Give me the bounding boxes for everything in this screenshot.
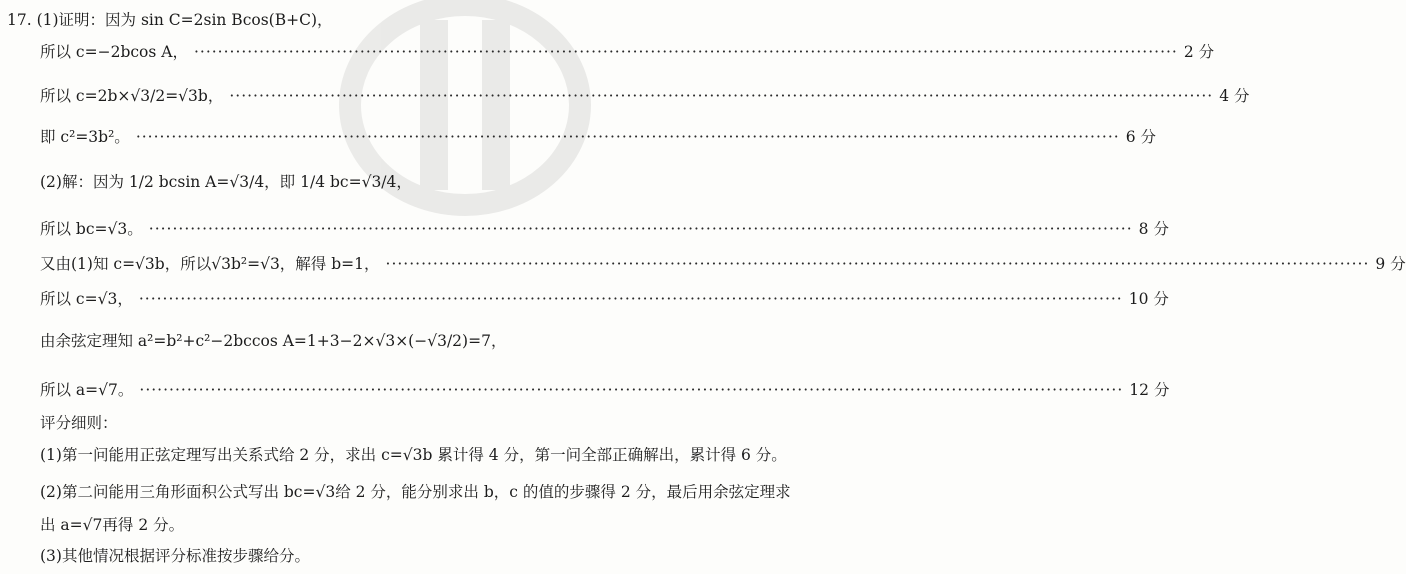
leader-dots: ······································································································································································ (385, 255, 1370, 273)
grading-rule-2-cont: 出 a=√7再得 2 分。 (40, 516, 185, 534)
leader-dots: ······································································································································································ (135, 128, 1120, 146)
score-label: 6 分 (1125, 128, 1156, 146)
leader-dots: ······································································································································································ (193, 43, 1178, 61)
solution-line-2 (0, 78, 1250, 114)
score-label: 8 分 (1138, 220, 1169, 238)
score-label: 4 分 (1219, 87, 1250, 105)
solution-line-6 (0, 246, 1406, 282)
solution-line-9 (0, 372, 1170, 408)
grading-rule-2: (2)第二问能用三角形面积公式写出 bc=√3给 2 分，能分别求出 b，c 的值的步骤得 2 分，最后用余弦定理求 (40, 483, 791, 501)
grading-rule-1: (1)第一问能用正弦定理写出关系式给 2 分，求出 c=√3b 累计得 4 分，第一问全部正确解出，累计得 6 分。 (40, 446, 787, 464)
problem-heading: 17. (1)证明：因为 sin C=2sin Bcos(B+C)， (7, 11, 333, 29)
line-text: 所以 c=2b×√3/2=√3b， (40, 87, 224, 105)
leader-dots: ······································································································································································ (138, 290, 1123, 308)
grading-rule-3: (3)其他情况根据评分标准按步骤给分。 (40, 547, 310, 565)
line-text: 即 c²=3b²。 (40, 128, 130, 146)
score-label: 9 分 (1375, 255, 1406, 273)
line-text: 所以 c=−2bcos A， (40, 43, 188, 61)
line-text: 所以 c=√3， (40, 290, 133, 308)
leader-dots: ······································································································································································ (139, 381, 1124, 399)
solution-line-7 (0, 281, 1169, 317)
solution-line-3 (0, 119, 1156, 155)
leader-dots: ······································································································································································ (148, 220, 1133, 238)
score-label: 12 分 (1129, 381, 1170, 399)
solution-part-2-intro: (2)解：因为 1/2 bcsin A=√3/4，即 1/4 bc=√3/4， (40, 173, 412, 191)
line-text: 又由(1)知 c=√3b，所以√3b²=√3，解得 b=1， (40, 255, 380, 273)
solution-line-5 (0, 211, 1169, 247)
line-text: 所以 a=√7。 (40, 381, 134, 399)
solution-line-1 (0, 34, 1215, 70)
leader-dots: ······································································································································································ (229, 87, 1214, 105)
score-label: 10 分 (1128, 290, 1169, 308)
score-label: 2 分 (1183, 43, 1215, 61)
cosine-law-line: 由余弦定理知 a²=b²+c²−2bccos A=1+3−2×√3×(−√3/2)=7， (40, 332, 507, 350)
line-text: 所以 bc=√3。 (40, 220, 143, 238)
grading-rules-heading: 评分细则： (40, 414, 118, 432)
